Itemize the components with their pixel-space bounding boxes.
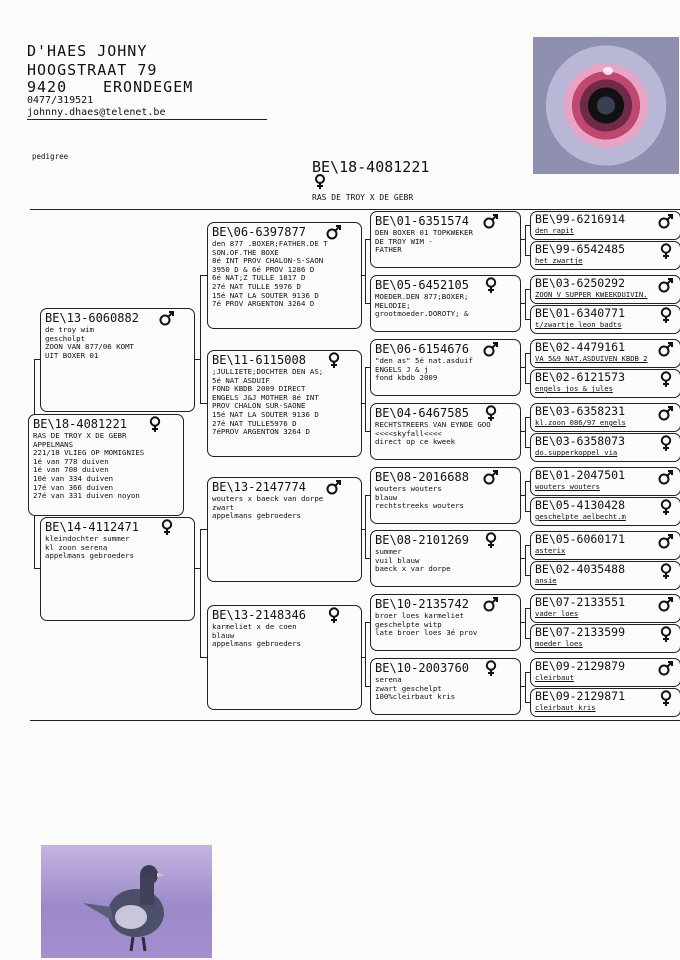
doc-label: pedigree [32,152,69,161]
ring-number: BE\07-2133551 [535,595,626,609]
pedigree-note-line: MELODIE; [375,300,411,310]
pedigree-note-line: 27é NAT TULLE5976 D [212,418,297,428]
email-underline [27,119,267,120]
gen5-pigeon-box-13 [530,594,680,623]
ring-number: BE\03-6358231 [535,404,626,418]
gen4-pigeon-box-6 [370,530,521,587]
gen5-pigeon-box-1 [530,211,680,240]
pedigree-connector-line [365,622,366,686]
female-sex-icon [483,405,499,421]
female-sex-icon [658,307,674,323]
pedigree-note-line: 10é van 334 duiven [33,473,114,483]
ring-number: BE\99-6542485 [535,242,626,256]
pedigree-note-line: 15é NAT LA SOUTER 9136 D [212,409,319,419]
ring-number: BE\08-2016688 [375,470,469,484]
male-sex-icon [658,660,674,676]
pedigree-note-line: appelmans gebroeders [212,639,301,649]
pedigree-note-line: asterix [535,546,566,555]
pedigree-note-line: wouters wouters [375,484,442,493]
female-sex-icon [658,690,674,706]
pedigree-connector-line [200,275,201,403]
male-sex-icon [658,469,674,485]
female-sex-icon [483,532,499,548]
pedigree-note-line: kl zoon serena [45,542,108,552]
gen2-pigeon-box-1 [40,308,195,412]
pedigree-note-line: 1é van 778 duiven [33,456,109,466]
male-sex-icon [658,277,674,293]
gen5-pigeon-box-9 [530,467,680,496]
ring-number: BE\01-6351574 [375,214,469,228]
female-sex-icon [658,563,674,579]
subject-description: RAS DE TROY X DE GEBR [312,193,414,202]
ring-number: BE\09-2129871 [535,689,626,703]
female-sex-icon [658,371,674,387]
female-sex-icon [658,435,674,451]
pedigree-note-line: SON.OF.THE BOXE [212,247,279,257]
pedigree-note-line: serena [375,675,402,684]
pedigree-note-line: 1é van 708 duiven [33,465,109,475]
pedigree-note-line: RAS DE TROY X DE GEBR [33,431,127,440]
pedigree-note-line: fond kbdb 2009 [375,373,438,383]
pedigree-connector-line [525,481,526,511]
ring-number: BE\06-6154676 [375,342,469,356]
pedigree-note-line: grootmoeder.DOROTY; & [375,309,469,319]
male-sex-icon [483,213,499,229]
pedigree-note-line: appelmans gebroeders [212,511,301,521]
gen5-pigeon-box-11 [530,531,680,560]
breeder-street: HOOGSTRAAT 79 [27,61,158,79]
gen4-pigeon-box-3 [370,339,521,396]
gen5-pigeon-box-3 [530,275,680,304]
pedigree-note-line: blauw [212,630,235,640]
pedigree-note-line: wouters x baeck van dorpe [212,494,324,503]
gen4-pigeon-box-1 [370,211,521,268]
pedigree-note-line: blauw [375,492,398,502]
female-sex-icon [326,352,342,368]
pedigree-note-line: VA 5&9 NAT.ASDUIVEN KBDB 2 [535,354,648,363]
male-sex-icon [658,596,674,612]
eye-highlight [603,67,613,75]
gen5-pigeon-box-15 [530,658,680,687]
pedigree-note-line: <<<<skyfall<<<< [375,428,442,438]
gen5-pigeon-box-6 [530,369,680,398]
male-sex-icon [483,341,499,357]
female-sex-icon [147,416,163,432]
breeder-postcode: 9420 [27,78,68,96]
gen3-pigeon-box-2 [207,350,362,457]
male-sex-icon [658,341,674,357]
gen3-pigeon-box-1 [207,222,362,329]
pedigree-note-line: PROV CHALON SUR-SAONE [212,401,306,411]
pedigree-note-line: cleirbaut [535,673,574,682]
male-sex-icon [658,405,674,421]
pedigree-connector-line [200,657,207,658]
pedigree-note-line: FOND KBDB 2009 DIRECT [212,384,306,394]
pedigree-note-line: 27é NAT TULLE 5976 D [212,281,301,291]
female-sex-icon [658,626,674,642]
pedigree-note-line: summer [375,547,402,556]
ring-number: BE\01-6340771 [535,306,626,320]
gen5-pigeon-box-16 [530,688,680,717]
pedigree-note-line: ZOON V SUPPER KWEEKDUIVIN. [535,290,648,299]
male-sex-icon [483,469,499,485]
breeder-email: johnny.dhaes@telenet.be [27,107,166,118]
ring-number: BE\13-2148346 [212,608,306,622]
pigeon-photo [41,845,212,958]
pedigree-connector-line [525,417,526,447]
pedigree-note-line: 17é van 366 duiven [33,482,114,492]
male-sex-icon [159,310,175,326]
pedigree-note-line: DE TROY WIM - [375,236,433,246]
pedigree-note-line: 7éPROV ARGENTON 3264 D [212,427,310,437]
pigeon-silhouette [41,845,212,958]
pedigree-note-line: RECHTSTREERS VAN EYNDE GOO [375,420,491,429]
pedigree-note-line: zwart geschelpt [375,683,442,693]
pedigree-note-line: baeck x var dorpe [375,564,451,574]
gen5-pigeon-box-4 [530,305,680,334]
breeder-phone: 0477/319521 [27,95,94,106]
pedigree-note-line: vuil blauw [375,555,420,565]
ring-number: BE\10-2003760 [375,661,469,675]
breeder-city: ERONDEGEM [103,78,194,96]
pedigree-note-line: het zwartje [535,256,583,265]
gen5-pigeon-box-14 [530,624,680,653]
gen4-pigeon-box-7 [370,594,521,651]
gen4-pigeon-box-4 [370,403,521,460]
male-sex-icon [658,533,674,549]
pedigree-note-line: kleindochter summer [45,534,130,543]
gen4-pigeon-box-2 [370,275,521,332]
ring-number: BE\13-2147774 [212,480,306,494]
pedigree-note-line: engels jos & jules [535,384,613,393]
pedigree-note-line: geschelpte witp [375,619,442,629]
pedigree-note-line: de troy wim [45,325,94,334]
female-sex-icon [159,519,175,535]
pedigree-connector-line [365,367,366,431]
female-sex-icon [326,607,342,623]
pedigree-connector-line [525,608,526,638]
male-sex-icon [483,596,499,612]
bottom-divider [30,720,680,721]
ring-number: BE\09-2129879 [535,659,626,673]
pedigree-connector-line [525,353,526,383]
pedigree-connector-line [525,225,526,255]
gen3-pigeon-box-3 [207,477,362,582]
pedigree-note-line: ENGELS J&J MOTHER 8é INT [212,392,319,402]
gen5-pigeon-box-10 [530,497,680,526]
pedigree-note-line: karmeliet x de coen [212,622,297,631]
pedigree-note-line: wouters wouters [535,482,600,491]
eye-photo [533,37,679,174]
pedigree-connector-line [200,529,201,657]
pedigree-note-line: UIT BOXER 01 [45,350,99,360]
pedigree-note-line: ENGELS J & j [375,364,429,374]
gen3-pigeon-box-4 [207,605,362,710]
pedigree-note-line: moeder loes [535,639,583,648]
pedigree-note-line: ;JULLIETE;DOCHTER DEN AS; [212,367,324,376]
pedigree-note-line: broer loes karmeliet [375,611,464,620]
gen5-pigeon-box-12 [530,561,680,590]
ring-number: BE\03-6250292 [535,276,626,290]
pedigree-connector-line [200,403,207,404]
pedigree-connector-line [365,495,366,558]
female-sex-icon [658,243,674,259]
ring-number: BE\03-6358073 [535,434,626,448]
pedigree-connector-line [365,239,366,303]
female-sex-icon [658,499,674,515]
ring-number: BE\07-2133599 [535,625,626,639]
pedigree-note-line: den 877 .BOXER;FATHER.DE T [212,239,328,248]
pedigree-note-line: t/zwartje leon badts [535,320,622,329]
pedigree-connector-line [525,672,526,702]
gen2-pigeon-box-2 [40,517,195,621]
ring-number: BE\01-2047501 [535,468,626,482]
pedigree-note-line: DEN BOXER 01 TOPKWEKER [375,228,473,237]
pedigree-note-line: cleirbaut kris [535,703,596,712]
ring-number: BE\10-2135742 [375,597,469,611]
pedigree-note-line: kl.zoon 086/97 engels [535,418,626,427]
gen1-pigeon-box-1 [28,414,184,516]
pedigree-note-line: 8é INT PROV CHALON-S-SAON [212,256,324,266]
pedigree-connector-line [525,545,526,575]
pedigree-note-line: rechtstreeks wouters [375,501,464,511]
pedigree-note-line: MOEDER.DEN 877;BOXER; [375,292,469,301]
ring-number: BE\05-6452105 [375,278,469,292]
pedigree-note-line: 6é NAT;Z TULLE 1817 D [212,273,306,283]
male-sex-icon [326,224,342,240]
ring-number: BE\05-4130428 [535,498,626,512]
pedigree-connector-line [200,529,207,530]
ring-number: BE\04-6467585 [375,406,469,420]
ring-number: BE\14-4112471 [45,520,139,534]
ring-number: BE\02-6121573 [535,370,626,384]
subject-ring: BE\18-4081221 [312,158,430,176]
male-sex-icon [658,213,674,229]
pedigree-note-line: do.supperkoppel via [535,448,618,457]
subject-sex-icon [313,174,327,194]
pedigree-note-line: "den as" 5é nat.asduif [375,356,473,365]
gen4-pigeon-box-5 [370,467,521,524]
pedigree-note-line: ansie [535,576,557,585]
ring-number: BE\02-4479161 [535,340,626,354]
ring-number: BE\05-6060171 [535,532,626,546]
pedigree-note-line: appelmans gebroeders [45,551,134,561]
ring-number: BE\99-6216914 [535,212,626,226]
ring-number: BE\13-6060882 [45,311,139,325]
gen5-pigeon-box-8 [530,433,680,462]
pedigree-note-line: 3950 D & 6é PROV 1286 D [212,264,315,274]
gen5-pigeon-box-7 [530,403,680,432]
breeder-name: D'HAES JOHNY [27,42,148,60]
ring-number: BE\18-4081221 [33,417,127,431]
pedigree-note-line: gescholpt [45,333,86,343]
pedigree-note-line: APPELMANS [33,439,74,449]
pedigree-note-line: ZOON VAN 877/06 KOMT [45,342,134,352]
top-divider [30,209,680,210]
pedigree-note-line: 221/18 VLIEG OP MOMIGNIES [33,448,145,458]
pedigree-note-line: 27é van 331 duiven noyon [33,491,140,501]
gen5-pigeon-box-2 [530,241,680,270]
ring-number: BE\08-2101269 [375,533,469,547]
pedigree-note-line: direct op ce kweek [375,437,456,447]
pedigree-note-line: late broer loes 3é prov [375,628,478,638]
pedigree-note-line: geschelpte aelbecht.m [535,512,626,521]
female-sex-icon [483,660,499,676]
ring-number: BE\02-4035488 [535,562,626,576]
pedigree-note-line: 5é NAT ASDUIF [212,375,270,385]
male-sex-icon [326,479,342,495]
female-sex-icon [483,277,499,293]
ring-number: BE\11-6115008 [212,353,306,367]
pedigree-note-line: FATHER [375,245,402,255]
pedigree-connector-line [200,275,207,276]
pedigree-connector-line [525,289,526,319]
gen4-pigeon-box-8 [370,658,521,715]
pedigree-note-line: zwart [212,502,235,512]
pedigree-note-line: 15é NAT LA SOUTER 9136 D [212,290,319,300]
gen5-pigeon-box-5 [530,339,680,368]
pedigree-note-line: 100%cleirbaut kris [375,692,456,702]
pedigree-note-line: vader loes [535,609,579,618]
pedigree-note-line: 7é PROV ARGENTON 3264 D [212,299,315,309]
pedigree-note-line: den rapit [535,226,574,235]
ring-number: BE\06-6397877 [212,225,306,239]
